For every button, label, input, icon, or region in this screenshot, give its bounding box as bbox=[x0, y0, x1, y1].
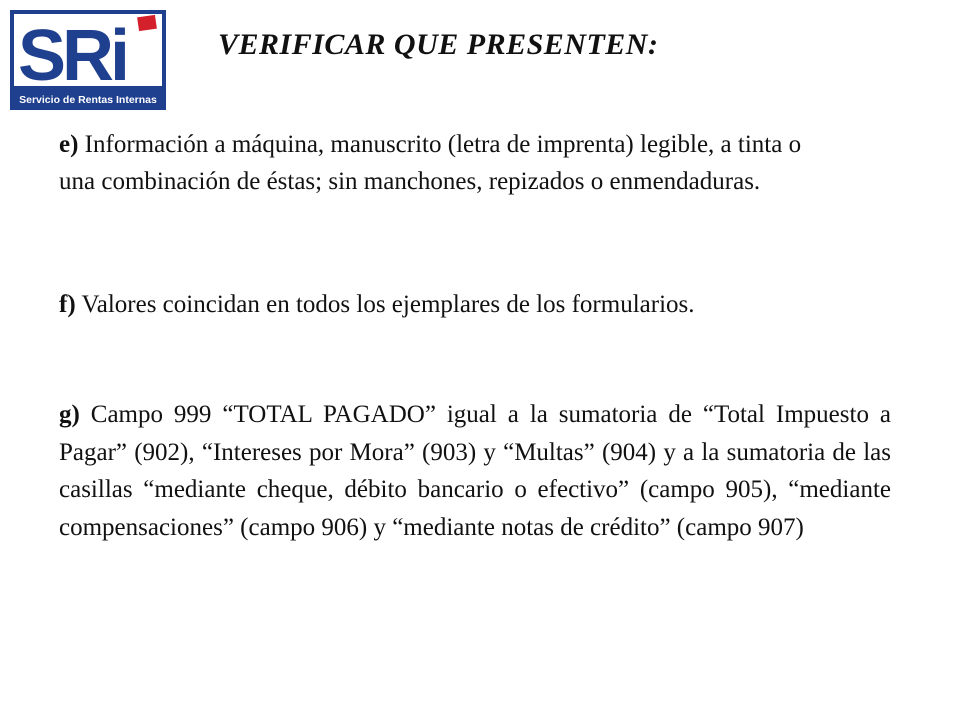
sri-logo bbox=[8, 8, 168, 112]
item-e-marker: e) bbox=[59, 131, 79, 158]
logo-subtitle: Servicio de Rentas Internas bbox=[19, 94, 157, 106]
item-g-marker: g) bbox=[59, 401, 80, 428]
item-g-text: Campo 999 “TOTAL PAGADO” igual a la sumatoria de “Total Impuesto a Pagar” (902), “Intereses por Mora” (903) y “Multas” (904) y a la sumatoria de las casillas “mediante cheque, débito bancario o efectivo” (campo 905), “mediante compensaciones” (campo 906) y “mediante notas de crédito” (campo 907) bbox=[59, 401, 891, 541]
item-e bbox=[59, 126, 819, 200]
item-e-text: Información a máquina, manuscrito (letra de imprenta) legible, a tinta o una combinación de éstas; sin manchones, repizados o enmendaduras. bbox=[59, 131, 802, 195]
item-g bbox=[59, 396, 891, 546]
item-f bbox=[59, 286, 899, 323]
item-f-marker: f) bbox=[59, 291, 76, 318]
page-title: VERIFICAR QUE PRESENTEN: bbox=[218, 28, 659, 61]
logo-wordmark: SRi bbox=[18, 16, 127, 96]
item-f-text: Valores coincidan en todos los ejemplares de los formularios. bbox=[75, 291, 695, 318]
logo-red-accent bbox=[137, 15, 157, 31]
sri-logo-graphic bbox=[8, 8, 168, 112]
